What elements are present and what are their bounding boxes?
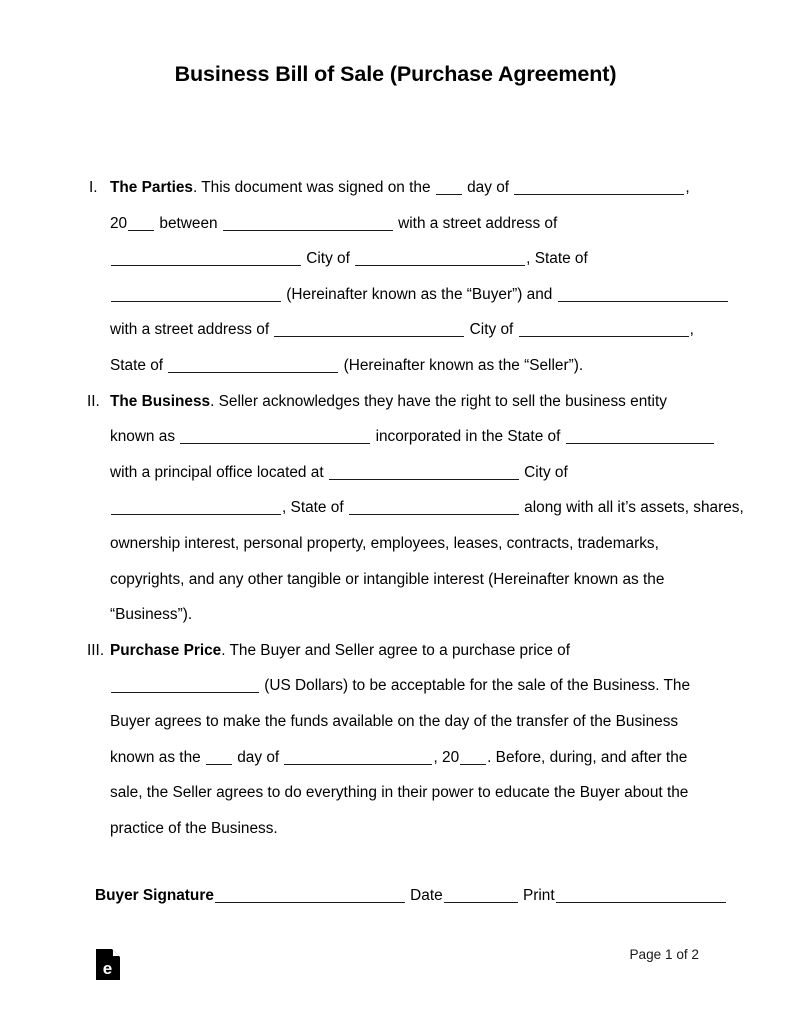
- clause-line: [110, 811, 699, 847]
- clause-text-run: ,: [689, 321, 694, 339]
- buyer-signature-label: Buyer Signature: [95, 887, 214, 904]
- clause-text-run: with a principal office located at: [110, 463, 328, 481]
- fill-in-blank[interactable]: [284, 750, 432, 765]
- clause-numeral: I.: [89, 179, 98, 196]
- clause-text-run: (Hereinafter known as the “Seller”).: [339, 356, 584, 374]
- clause-line: [110, 455, 699, 491]
- print-label: Print: [522, 887, 555, 904]
- clause-text-run: . Seller acknowledges they have the right to sell the business entity: [210, 392, 667, 410]
- clause-text-run: , State of: [282, 499, 348, 517]
- clause-line: [110, 704, 699, 740]
- clause-line: [110, 633, 699, 669]
- clause-line: [110, 419, 699, 455]
- clause-text-run: sale, the Seller agrees to do everything in their power to educate the Buyer about the: [110, 784, 689, 802]
- clause-heading: The Parties: [110, 179, 193, 196]
- clause-text-run: . The Buyer and Seller agree to a purchase price of: [221, 641, 571, 659]
- page-number: Page 1 of 2: [629, 947, 699, 962]
- fill-in-blank[interactable]: [519, 322, 689, 337]
- clause-line: [110, 348, 699, 384]
- clause-text-run: copyrights, and any other tangible or intangible interest (Hereinafter known as the: [110, 570, 665, 588]
- clause-text-run: State of: [110, 356, 168, 374]
- fill-in-blank[interactable]: [180, 429, 370, 444]
- fill-in-blank[interactable]: [111, 287, 281, 302]
- clause-line: [110, 526, 699, 562]
- document-body: [87, 170, 744, 846]
- page-title: Business Bill of Sale (Purchase Agreement): [174, 62, 617, 86]
- clause-line: [110, 775, 699, 811]
- fill-in-blank[interactable]: [566, 429, 714, 444]
- print-blank[interactable]: [556, 888, 726, 903]
- clause-text-run: Buyer agrees to make the funds available on the day of the transfer of the Business: [110, 712, 679, 730]
- fill-in-blank[interactable]: [436, 180, 462, 195]
- clause-the-parties: [89, 170, 699, 384]
- fill-in-blank[interactable]: [111, 251, 301, 266]
- clause-the-business: [87, 384, 744, 633]
- clause-line: [110, 312, 699, 348]
- clause-text-run: , State of: [526, 250, 588, 268]
- date-label: Date: [410, 887, 443, 904]
- clause-text-run: . Before, during, and after the: [487, 748, 688, 766]
- clause-text-run: known as: [110, 428, 180, 446]
- fill-in-blank[interactable]: [558, 287, 728, 302]
- clause-text: [110, 633, 699, 847]
- clause-text-run: along with all it’s assets, shares,: [519, 499, 744, 517]
- fill-in-blank[interactable]: [274, 322, 464, 337]
- fill-in-blank[interactable]: [514, 180, 684, 195]
- clause-text-run: City of: [302, 250, 355, 268]
- fill-in-blank[interactable]: [460, 750, 486, 765]
- clause-text-run: day of: [232, 748, 284, 766]
- clause-text-run: ownership interest, personal property, employees, leases, contracts, trademarks,: [110, 534, 659, 552]
- clause-text-run: known as the: [110, 748, 205, 766]
- fill-in-blank[interactable]: [223, 216, 393, 231]
- svg-text:e: e: [102, 959, 113, 978]
- clause-line: [110, 206, 699, 242]
- clause-line: [110, 170, 699, 206]
- fill-in-blank[interactable]: [111, 678, 259, 693]
- clause-text-run: . This document was signed on the: [192, 179, 435, 196]
- clause-text-run: with a street address of: [110, 321, 274, 339]
- clause-line: [110, 490, 744, 526]
- clause-line: [110, 384, 699, 420]
- clause-heading: Purchase Price: [110, 641, 222, 659]
- clause-list: [87, 170, 744, 846]
- fill-in-blank[interactable]: [111, 500, 281, 515]
- buyer-signature-blank[interactable]: [215, 888, 405, 903]
- clause-line: [110, 241, 699, 277]
- clause-text: [110, 170, 699, 384]
- clause-line: [110, 277, 699, 313]
- clause-text-run: day of: [462, 179, 514, 196]
- clause-line: [110, 668, 699, 704]
- clause-text-run: incorporated in the State of: [371, 428, 565, 446]
- document-e-logo-icon: [96, 949, 120, 980]
- fill-in-blank[interactable]: [128, 216, 154, 231]
- clause-text-run: ,: [685, 179, 690, 196]
- clause-text-run: between: [155, 214, 222, 232]
- clause-text-run: , 20: [433, 748, 460, 766]
- clause-text-run: 20: [110, 214, 128, 232]
- clause-text-run: “Business”).: [110, 606, 193, 624]
- date-blank[interactable]: [444, 888, 518, 903]
- clause-line: [110, 562, 699, 598]
- clause-text-run: with a street address of: [393, 214, 558, 232]
- clause-numeral: II.: [87, 392, 100, 410]
- clause-text: [110, 384, 744, 633]
- clause-text-run: (Hereinafter known as the “Buyer”) and: [282, 285, 557, 303]
- clause-heading: The Business: [110, 392, 211, 410]
- clause-text-run: (US Dollars) to be acceptable for the sale of the Business. The: [260, 677, 691, 695]
- fill-in-blank[interactable]: [168, 358, 338, 373]
- clause-text-run: City of: [465, 321, 518, 339]
- fill-in-blank[interactable]: [349, 500, 519, 515]
- fill-in-blank[interactable]: [355, 251, 525, 266]
- clause-text-run: practice of the Business.: [110, 819, 278, 837]
- clause-text-run: City of: [519, 463, 568, 481]
- clause-line: [110, 740, 699, 776]
- clause-line: [110, 597, 699, 633]
- clause-purchase-price: [89, 633, 699, 847]
- fill-in-blank[interactable]: [329, 465, 519, 480]
- fill-in-blank[interactable]: [206, 750, 232, 765]
- buyer-signature-row: [95, 884, 699, 908]
- clause-numeral: III.: [87, 641, 105, 659]
